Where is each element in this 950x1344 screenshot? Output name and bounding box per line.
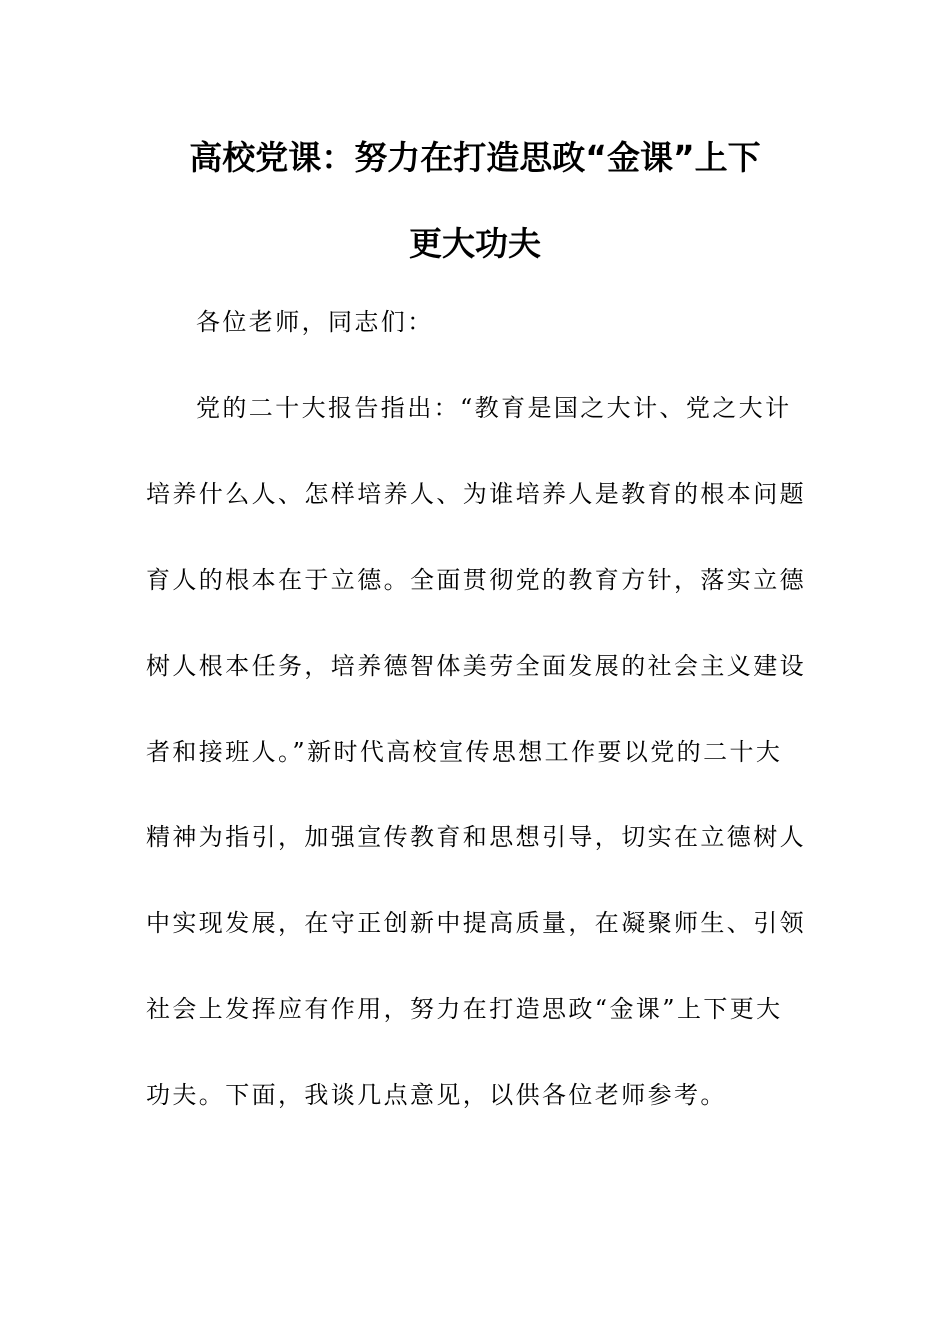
document-title-line-1: 高校党课：努力在打造思政“金课”上下	[189, 138, 761, 177]
paragraph-line-3: 育人的根本在于立德。全面贯彻党的教育方针，落实立德	[146, 566, 806, 594]
salutation: 各位老师，同志们：	[196, 308, 434, 336]
paragraph-line-4: 树人根本任务，培养德智体美劳全面发展的社会主义建设	[146, 652, 806, 680]
paragraph-line-6: 精神为指引，加强宣传教育和思想引导，切实在立德树人	[146, 823, 806, 851]
paragraph-line-2: 培养什么人、怎样培养人、为谁培养人是教育的根本问题	[146, 480, 806, 508]
document-title-line-2: 更大功夫	[409, 224, 541, 263]
paragraph-line-5: 者和接班人。”新时代高校宣传思想工作要以党的二十大	[146, 738, 783, 766]
paragraph-line-1: 党的二十大报告指出：“教育是国之大计、党之大计	[196, 394, 792, 422]
paragraph-line-8: 社会上发挥应有作用，努力在打造思政“金课”上下更大	[146, 995, 783, 1023]
paragraph-line-7: 中实现发展，在守正创新中提高质量，在凝聚师生、引领	[146, 909, 806, 937]
paragraph-line-9: 功夫。下面，我谈几点意见，以供各位老师参考。	[146, 1081, 727, 1109]
